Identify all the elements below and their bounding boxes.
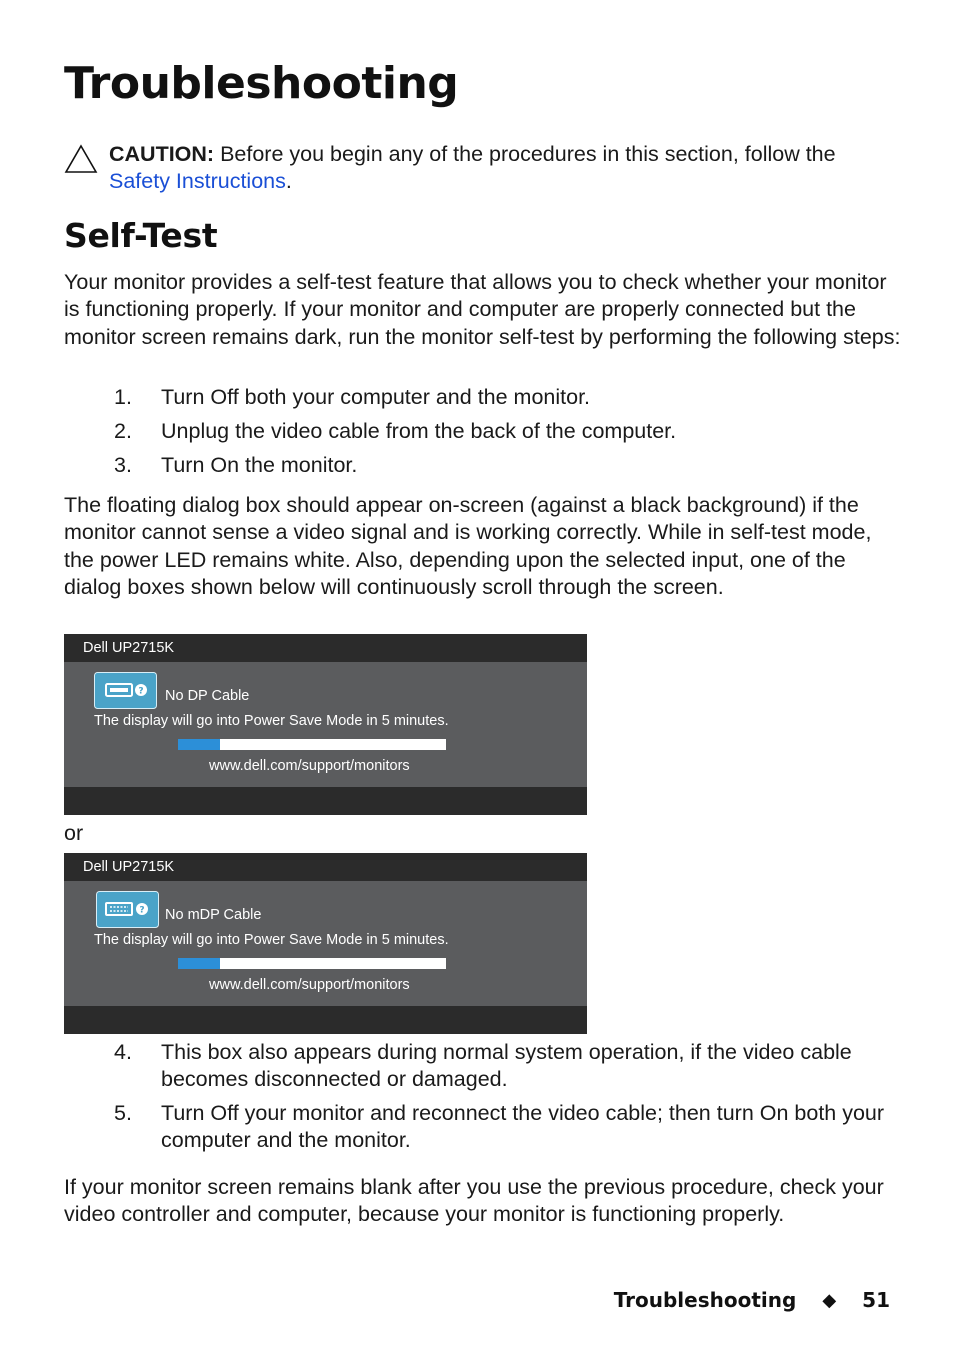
page-number: 51 xyxy=(862,1288,890,1312)
support-url: www.dell.com/support/monitors xyxy=(209,758,410,774)
footer-section-name: Troubleshooting xyxy=(613,1288,797,1312)
dialog-title-bar xyxy=(64,634,587,662)
progress-fill xyxy=(178,739,220,750)
diamond-separator-icon: ◆ xyxy=(822,1289,837,1311)
step-text: Turn Off your monitor and reconnect the video cable; then turn On both your computer and the monitor. xyxy=(161,1101,885,1153)
description-paragraph: The floating dialog box should appear on-screen (against a black background) if the monitor cannot sense a video signal and is working correctly. While in self-test mode, the power LED remains white. Also, depending upon the selected input, one of the dialog boxes shown below will continuously scroll through the screen. xyxy=(64,493,872,599)
self-test-dialog-mdp xyxy=(64,853,587,1034)
section-title: Self-Test xyxy=(64,216,218,255)
dialog-model: Dell UP2715K xyxy=(83,859,175,875)
step-number: 5. xyxy=(114,1101,132,1125)
closing-paragraph: If your monitor screen remains blank after you use the previous procedure, check your video controller and computer, because your monitor is functioning properly. xyxy=(64,1175,884,1227)
dialog-title-bar xyxy=(64,853,587,881)
dialog-footer-bar xyxy=(64,1006,587,1034)
safety-instructions-link[interactable]: Safety Instructions xyxy=(109,169,286,194)
step-text: This box also appears during normal system operation, if the video cable becomes disconnected or damaged. xyxy=(161,1040,852,1092)
caution-triangle-icon xyxy=(64,144,98,174)
caution-text: Before you begin any of the procedures in this section, follow the xyxy=(214,142,836,166)
dialog-message: No DP Cable xyxy=(165,688,250,704)
or-separator: or xyxy=(64,821,84,845)
svg-text:?: ? xyxy=(138,686,144,697)
support-url: www.dell.com/support/monitors xyxy=(209,977,410,993)
dialog-subtext: The display will go into Power Save Mode in 5 minutes. xyxy=(94,713,449,729)
dialog-footer-bar xyxy=(64,787,587,815)
step-text: Turn On the monitor. xyxy=(161,453,358,477)
page-title: Troubleshooting xyxy=(64,58,459,109)
mini-displayport-connector-icon xyxy=(96,891,159,928)
caution-text-end: . xyxy=(285,169,292,194)
page-footer xyxy=(614,1288,890,1312)
power-save-progress-bar xyxy=(178,739,446,750)
self-test-dialog-dp xyxy=(64,634,587,815)
step-number: 1. xyxy=(114,385,132,409)
dialog-message: No mDP Cable xyxy=(165,907,262,923)
step-text: Unplug the video cable from the back of the computer. xyxy=(161,419,677,443)
progress-fill xyxy=(178,958,220,969)
step-text: Turn Off both your computer and the monitor. xyxy=(161,385,591,409)
svg-text:?: ? xyxy=(139,905,145,916)
step-number: 4. xyxy=(114,1040,132,1064)
intro-paragraph: Your monitor provides a self-test feature that allows you to check whether your monitor is functioning properly. If your monitor and computer are properly connected but the monitor screen remains dark, run the monitor self-test by performing the following steps: xyxy=(64,270,901,349)
caution-note xyxy=(109,141,899,196)
displayport-connector-icon xyxy=(94,672,157,709)
dialog-model: Dell UP2715K xyxy=(83,640,175,656)
step-number: 3. xyxy=(114,453,132,477)
caution-label: CAUTION: xyxy=(109,142,215,166)
step-number: 2. xyxy=(114,419,132,443)
dialog-subtext: The display will go into Power Save Mode in 5 minutes. xyxy=(94,932,449,948)
power-save-progress-bar xyxy=(178,958,446,969)
